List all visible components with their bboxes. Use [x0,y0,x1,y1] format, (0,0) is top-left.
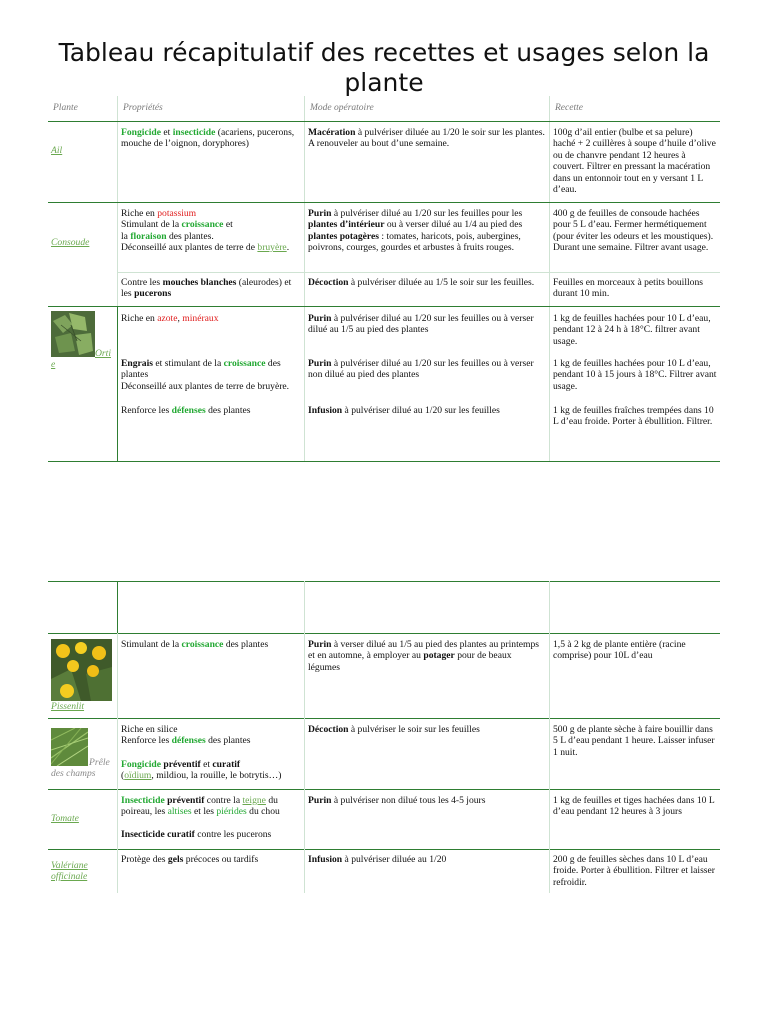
ortie2-mode-1: Purin [308,358,332,369]
ail-proprietes [121,127,301,150]
pissenlit-mode [308,639,540,673]
consoude2-mode [308,277,548,288]
plant-label-prele[interactable]: Prêle [89,757,110,768]
consoude2-prop-3: (aleurodes) et les [121,277,292,300]
prele-mode [308,724,546,735]
consoude-prop-floraison: floraison [130,230,167,242]
ortie1-prop-1: Riche en [121,313,158,324]
tomate-prop-preventif: préventif [164,795,205,806]
pissenlit-recette: 1,5 à 2 kg de plante entière (racine comprise) pour 10L d’eau [553,639,686,662]
prele-prop-curatif: curatif [212,758,241,770]
tomate-prop-l2b: contre les pucerons [194,828,272,840]
row-rule [48,581,720,582]
valeriane-mode [308,854,546,865]
prele-mode-1: Décoction [308,724,349,735]
row-rule [48,306,720,307]
plant-link-valeriane-cont[interactable]: officinale [51,871,88,882]
ortie3-prop-1: Renforce les [121,405,172,416]
consoude2-proprietes [121,277,301,300]
row-rule [48,633,720,634]
pissenlit-prop-1: Stimulant de la [121,639,182,650]
ortie2-prop-4: des plantes [121,358,281,381]
ortie1-prop-3: , [177,313,183,324]
tomate-mode [308,795,546,806]
plant-link-pissenlit[interactable]: Pissenlit [51,701,85,712]
ortie-mode-3 [308,405,546,416]
prele-prop-fongicide: Fongicide [121,758,161,770]
header-proprietes: Propriétés [123,103,163,113]
ail-prop-1: Fongicide [121,127,161,138]
ortie2-mode-2: à pulvériser dilué au 1/20 sur les feuilles ou à verser non dilué au pied des plantes [308,358,534,381]
tomate-prop-9: du chou [246,806,280,818]
valeriane-prop-1: Protège des [121,854,168,865]
col-divider [117,581,118,633]
tomate-prop-7: et les [191,806,217,818]
ortie-recette-1: 1 kg de feuilles hachées pour 10 L d’eau, pendant 12 à 24 h à 18°C. filtrer avant usage. [553,313,711,347]
prele-mode-2: à pulvériser le soir sur les feuilles [348,724,480,735]
ail-prop-3: insecticide [172,127,216,138]
tomate-mode-1: Purin [308,795,332,806]
ail-prop-2: et [160,127,173,138]
prele-prop-l2c: des plantes [205,735,251,747]
col-divider [117,122,118,306]
consoude2-mode-1: Décoction [308,277,349,288]
valeriane-prop-gels: gels [167,854,184,865]
ail-recette: 100g d’ail entier (bulbe et sa pelure) haché + 2 cuillères à soupe d’huile d’olive ou de chanvre pendant 12 heures à couvert. Filtrer en pressant la macération dans un entonnoir tout en y versant 1 L d’eau. [553,127,716,196]
col-divider [549,96,550,462]
valeriane-mode-2: à pulvériser diluée au 1/20 [342,854,447,865]
prele-prop-defenses: défenses [171,735,206,747]
pissenlit-mode-4: pour de beaux légumes [308,650,512,673]
consoude2-recette: Feuilles en morceaux à petits bouillons durant 10 min. [553,277,704,300]
prele-prop-preventif: préventif [160,758,201,770]
row-rule [48,789,720,790]
ortie-recette-2: 1 kg de feuilles hachées pour 10 L d’eau, pendant 10 à 15 jours à 18°C. Filtrer avant usage. [553,358,717,392]
tomate-recette: 1 kg de feuilles et tiges hachées dans 10 L d’eau pendant 12 heures à 3 jours [553,795,715,818]
prele-recette: 500 g de plante sèche à faire bouillir dans 5 L d’eau pendant 1 heure. Laisser infuser 1 nuit. [553,724,715,758]
tomate-prop-altises: altises [167,806,192,818]
consoude-mode-1: Purin [308,208,332,219]
ortie1-mode-1: Purin [308,313,332,324]
ortie-recette-3: 1 kg de feuilles fraîches trempées dans 10 L d’eau froide. Porter à ébullition. Filtrer. [553,405,714,428]
col-divider [549,581,550,893]
ortie3-mode-2: à pulvériser dilué au 1/20 sur les feuilles [342,405,500,416]
tomate-prop-3: contre la [204,795,243,806]
page-title: Tableau récapitulatif des recettes et usages selon la plante [58,38,710,97]
ortie3-prop-3: des plantes [205,405,251,416]
consoude-prop-l4c: . [286,242,290,254]
consoude-prop-l2a: Stimulant de la [121,219,182,231]
col-divider [304,581,305,893]
tomate-proprietes [121,795,303,840]
valeriane-proprietes [121,854,301,865]
consoude-prop-l3a: la [121,230,131,242]
header-recette: Recette [555,103,583,113]
ail-mode-2: à pulvériser diluée au 1/20 le soir sur les plantes. A renouveler au bout d’une semaine. [308,127,545,150]
plant-link-consoude[interactable]: Consoude [51,237,90,248]
col-divider [117,633,118,893]
pissenlit-proprietes [121,639,301,650]
consoude-prop-l2c: et [223,219,233,231]
plant-link-ortie[interactable]: Orti [95,348,111,359]
col-divider [117,306,118,462]
consoude2-prop-4: pucerons [134,288,172,300]
pissenlit-prop-croissance: croissance [181,639,224,650]
header-plante: Plante [53,103,78,113]
consoude-prop-l3c: des plantes. [166,230,214,242]
consoude-mode-4: ou à verser dilué au 1/4 au pied des [384,219,523,231]
pissenlit-mode-1: Purin [308,639,332,650]
prele-prop-l4a: ( [121,770,125,782]
prele-prop-l1: Riche en silice [121,724,178,735]
valeriane-recette: 200 g de feuilles sèches dans 10 L d’eau froide. Porter à ébullition. Filtrer et laisser refroidir. [553,854,715,888]
ortie2-prop-2: et stimulant de la [153,358,224,369]
pissenlit-photo [51,639,112,701]
prele-prop-l3c: et [200,758,213,770]
ortie-proprietes-1 [121,313,301,324]
plant-label-prele-cont[interactable]: des champs [51,768,96,779]
tomate-prop-5: du poireau, les [121,795,278,818]
consoude-recette: 400 g de feuilles de consoude hachées pour 5 L d’eau. Fermer hermétiquement (pour éviter les odeurs et les moustiques). Durant une semaine. Filtrer avant usage. [553,208,714,254]
consoude-prop-l1a: Riche en [121,208,158,219]
consoude2-prop-2: mouches blanches [162,277,237,288]
row-rule [48,202,720,203]
ail-prop-4: (acariens, pucerons, mouche de l’oignon, doryphores) [121,127,295,150]
prele-prop-oidium-link[interactable]: oïdium [124,770,152,782]
header-mode: Mode opératoire [310,103,374,113]
plant-link-valeriane[interactable]: Valériane [51,860,88,871]
plant-link-ortie-cont[interactable]: e [51,359,56,370]
pissenlit-mode-3: potager [423,650,455,662]
prele-proprietes [121,724,303,782]
ortie1-prop-mineraux: minéraux [182,313,219,324]
row-subrule [118,272,720,273]
ortie-mode-1 [308,313,546,336]
ail-mode-1: Macération [308,127,356,138]
row-rule [48,461,720,462]
ortie-proprietes-2 [121,358,301,392]
consoude-mode-6: : tomates, haricots, pois, aubergines, poivrons, courges, gourdes et arbustes à fruits rouges. [308,230,521,254]
tomate-prop-insecticide: Insecticide [121,795,165,806]
prele-prop-l2a: Renforce les [121,735,172,747]
consoude2-prop-1: Contre les [121,277,163,288]
row-rule [48,121,720,122]
consoude-mode [308,208,546,254]
col-divider [117,96,118,122]
consoude-prop-potassium: potassium [157,208,197,219]
row-rule [48,718,720,719]
tomate-prop-teigne-link[interactable]: teigne [242,795,266,806]
prele-photo [51,728,88,766]
ortie-mode-2 [308,358,546,381]
ortie3-prop-defenses: défenses [171,405,206,416]
ortie2-prop-croissance: croissance [223,358,266,369]
consoude-proprietes [121,208,301,254]
consoude-prop-croissance: croissance [181,219,224,231]
ortie1-prop-azote: azote [157,313,178,324]
consoude-mode-2: à pulvériser dilué au 1/20 sur les feuilles pour les [331,208,523,219]
ortie3-mode-1: Infusion [308,405,343,416]
row-rule [48,849,720,850]
consoude-prop-l4a: Déconseillé aux plantes de terre de [121,242,258,254]
col-divider [304,96,305,462]
pissenlit-mode-2: à verser dilué au 1/5 au pied des plantes au printemps et en automne, à employer au [308,639,540,662]
ail-mode [308,127,546,150]
valeriane-mode-1: Infusion [308,854,343,865]
valeriane-prop-3: précoces ou tardifs [183,854,259,865]
consoude-mode-3: plantes d’intérieur [308,219,385,231]
ortie-proprietes-3 [121,405,301,416]
consoude2-mode-2: à pulvériser diluée au 1/5 le soir sur les feuilles. [348,277,535,288]
plant-link-tomate[interactable]: Tomate [51,813,79,824]
tomate-prop-pierides: piérides [216,806,247,818]
ortie1-mode-2: à pulvériser dilué au 1/20 sur les feuilles ou à verser dilué au 1/5 au pied des plantes [308,313,534,336]
tomate-mode-2: à pulvériser non dilué tous les 4-5 jours [331,795,486,806]
ortie-photo [51,311,95,357]
pissenlit-prop-3: des plantes [223,639,269,650]
tomate-prop-curatif: Insecticide curatif [121,828,195,840]
consoude-mode-5: plantes potagères [308,230,379,242]
plant-link-ail[interactable]: Ail [51,145,63,156]
ortie2-prop-1: Engrais [121,358,153,369]
ortie2-prop-5: Déconseillé aux plantes de terre de bruyère. [121,380,290,392]
consoude-prop-bruyere-link[interactable]: bruyère [257,242,287,254]
prele-prop-l4c: , mildiou, la rouille, le botrytis…) [151,770,282,782]
